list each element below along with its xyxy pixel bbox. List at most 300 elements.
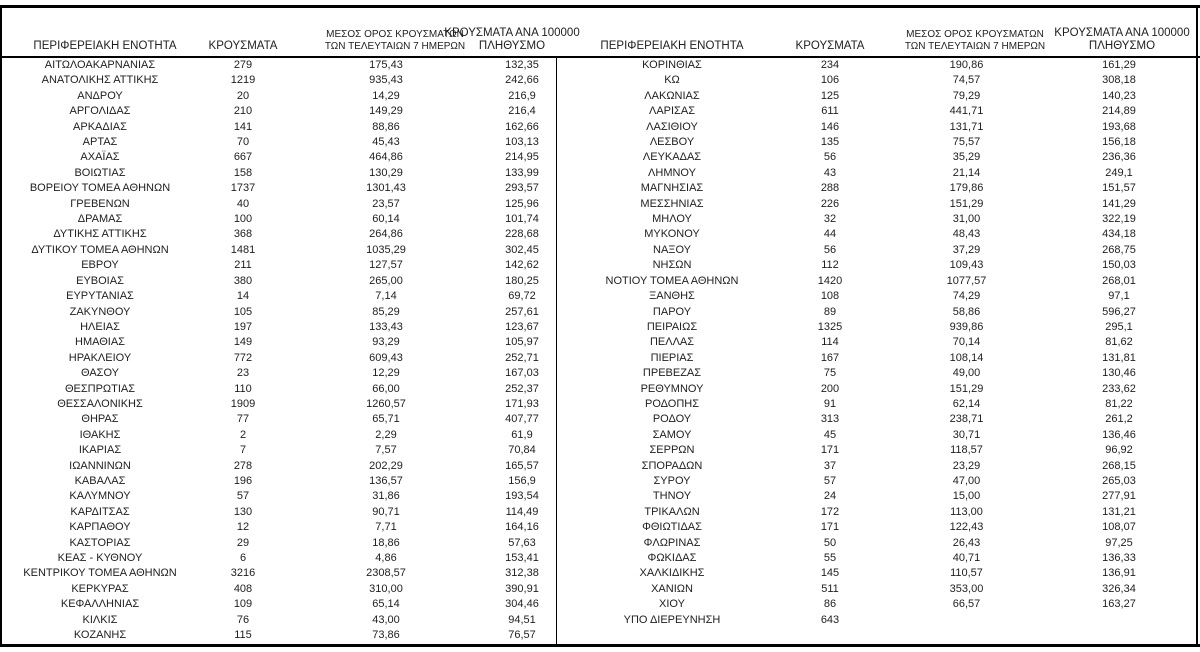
- avg7-cell: 15,00: [952, 490, 981, 503]
- table-row: [0, 58, 558, 73]
- per100k-cell: 125,96: [505, 197, 539, 210]
- table-row: [558, 505, 1179, 520]
- per100k-cell: 261,2: [1105, 413, 1133, 426]
- table-row: [0, 443, 558, 458]
- per100k-cell: 295,1: [1105, 320, 1133, 333]
- avg7-cell: 4,86: [375, 552, 397, 564]
- per100k-cell: 153,41: [505, 552, 539, 564]
- per100k-cell: 214,89: [1102, 105, 1136, 118]
- avg7-cell: 130,29: [369, 166, 403, 179]
- cases-cell: 86: [823, 598, 837, 611]
- cases-cell: 100: [233, 213, 253, 226]
- per100k-cell: 171,93: [505, 397, 539, 410]
- region-name-cell: ΚΑΡΔΙΤΣΑΣ: [70, 505, 130, 518]
- region-name-cell: ΑΡΤΑΣ: [82, 136, 118, 149]
- region-name-cell: ΕΥΒΟΙΑΣ: [76, 274, 124, 287]
- table-row: [558, 520, 1179, 535]
- region-name-cell: ΘΕΣΠΡΩΤΙΑΣ: [64, 382, 136, 395]
- avg7-header-line2: ΤΩΝ ΤΕΛΕΥΤΑΙΩΝ 7 ΗΜΕΡΩΝ: [904, 41, 1046, 52]
- avg7-cell: 35,29: [952, 151, 981, 164]
- cases-cell: 149: [233, 336, 253, 349]
- avg7-column-header: [905, 29, 1045, 53]
- per100k-cell: 61,9: [511, 428, 533, 441]
- avg7-cell: 109,43: [949, 259, 984, 272]
- avg7-cell: 149,29: [369, 105, 403, 118]
- per100k-cell: 97,1: [1108, 290, 1130, 303]
- cases-cell: 408: [233, 582, 253, 595]
- cases-cell: 511: [821, 582, 839, 595]
- per100k-cell: 81,62: [1105, 336, 1133, 349]
- region-name-cell: ΠΕΙΡΑΙΩΣ: [646, 320, 698, 333]
- avg7-cell: 179,86: [949, 182, 984, 195]
- table-row: [558, 613, 1179, 628]
- avg7-cell: 136,57: [369, 474, 403, 487]
- cases-cell: 23: [236, 367, 250, 380]
- table-row: [0, 582, 558, 597]
- avg7-cell: 118,57: [950, 444, 983, 457]
- per100k-cell: 193,54: [505, 490, 539, 503]
- region-name-cell: ΚΟΖΑΝΗΣ: [73, 629, 127, 642]
- cases-cell: 106: [820, 74, 840, 87]
- cases-cell: 211: [234, 259, 252, 272]
- region-name-cell: ΛΕΥΚΑΔΑΣ: [642, 151, 702, 164]
- avg7-cell: 175,43: [369, 59, 403, 71]
- avg7-cell: 14,29: [372, 89, 400, 102]
- region-name-cell: ΛΑΚΩΝΙΑΣ: [644, 89, 700, 102]
- per100k-cell: 596,27: [1102, 305, 1136, 318]
- cases-cell: 29: [236, 536, 250, 549]
- table-row: [0, 89, 558, 104]
- per100k-cell: 123,67: [505, 320, 539, 333]
- per100k-cell: 268,15: [1102, 459, 1136, 472]
- per100k-cell: 252,71: [505, 351, 539, 364]
- per100k-cell: 164,16: [505, 521, 539, 534]
- avg7-cell: 90,71: [372, 505, 400, 518]
- table-row: [0, 166, 558, 181]
- per100k-cell: 257,61: [505, 305, 539, 318]
- cases-cell: 288: [820, 182, 840, 195]
- cases-cell: 611: [821, 105, 839, 118]
- table-row: [558, 243, 1179, 258]
- cases-cell: 55: [823, 552, 837, 564]
- region-name-cell: ΛΑΡΙΣΑΣ: [648, 105, 695, 118]
- region-name-cell: ΕΒΡΟΥ: [81, 259, 119, 272]
- region-column-header: ΠΕΡΙΦΕΡΕΙΑΚΗ ΕΝΟΤΗΤΑ: [33, 40, 177, 52]
- avg7-cell: 18,86: [372, 536, 400, 549]
- table-row: [558, 443, 1179, 458]
- avg7-cell: 21,14: [952, 166, 981, 179]
- region-name-cell: ΣΥΡΟΥ: [653, 474, 691, 487]
- region-name-cell: ΚΑΒΑΛΑΣ: [74, 474, 126, 487]
- table-row: [0, 597, 558, 612]
- cases-cell: 1325: [817, 320, 843, 333]
- region-name-cell: ΚΙΛΚΙΣ: [82, 613, 118, 626]
- avg7-cell: 37,29: [952, 243, 981, 256]
- bottom-rule: [0, 644, 1200, 647]
- per100k-cell: 163,27: [1102, 598, 1136, 611]
- cases-cell: 7: [239, 444, 247, 457]
- table-row: [0, 243, 558, 258]
- avg7-cell: 464,86: [369, 151, 403, 164]
- cases-cell: 380: [233, 274, 253, 287]
- avg7-cell: 65,14: [372, 598, 400, 611]
- region-name-cell: ΘΑΣΟΥ: [80, 367, 120, 380]
- cases-cell: 110: [234, 382, 252, 395]
- region-name-cell: ΚΕΡΚΥΡΑΣ: [71, 582, 129, 595]
- per100k-column-header: [444, 27, 579, 53]
- avg7-cell: 7,71: [375, 521, 397, 534]
- per100k-cell: 228,68: [505, 228, 539, 241]
- regions-table-left: [0, 58, 558, 643]
- avg7-cell: 58,86: [952, 305, 981, 318]
- cases-cell: 70: [236, 136, 250, 149]
- table-row: [558, 474, 1179, 489]
- avg7-cell: 131,71: [949, 120, 984, 133]
- table-row: [0, 120, 558, 135]
- region-name-cell: ΔΥΤΙΚΟΥ ΤΟΜΕΑ ΑΘΗΝΩΝ: [31, 243, 169, 256]
- table-row: [558, 305, 1179, 320]
- region-name-cell: ΠΕΛΛΑΣ: [649, 336, 695, 349]
- regions-table-right: [558, 58, 1179, 628]
- per100k-cell: 216,4: [508, 105, 536, 118]
- per100k-cell: 103,13: [505, 136, 539, 149]
- cases-cell: 146: [820, 120, 840, 133]
- table-row: [558, 73, 1179, 88]
- cases-cell: 279: [233, 59, 253, 71]
- avg7-cell: 609,43: [369, 351, 403, 364]
- region-name-cell: ΘΗΡΑΣ: [81, 413, 119, 426]
- cases-cell: 125: [820, 89, 840, 102]
- per100k-cell: 308,18: [1102, 74, 1136, 87]
- cases-cell: 32: [823, 213, 837, 226]
- cases-cell: 1481: [230, 243, 256, 256]
- table-row: [558, 459, 1179, 474]
- avg7-cell: 2308,57: [366, 567, 406, 580]
- per100k-cell: 136,46: [1102, 428, 1136, 441]
- per100k-cell: 150,03: [1102, 259, 1136, 272]
- region-name-cell: ΔΥΤΙΚΗΣ ΑΤΤΙΚΗΣ: [53, 228, 147, 241]
- cases-cell: 109: [233, 598, 253, 611]
- avg7-cell: 1301,43: [366, 182, 406, 195]
- region-name-cell: ΚΑΣΤΟΡΙΑΣ: [69, 536, 131, 549]
- per100k-cell: 162,66: [505, 120, 539, 133]
- region-name-cell: ΜΕΣΣΗΝΙΑΣ: [640, 197, 704, 210]
- region-name-cell: ΗΜΑΘΙΑΣ: [75, 336, 125, 349]
- avg7-cell: 74,29: [952, 290, 981, 303]
- per100k-cell: 114,49: [505, 505, 539, 518]
- cases-cell: 112: [821, 259, 839, 272]
- avg7-cell: 110,57: [950, 567, 983, 580]
- per100k-cell: 302,45: [505, 243, 539, 256]
- avg7-cell: 939,86: [949, 320, 984, 333]
- avg7-cell: 935,43: [369, 74, 403, 87]
- per100k-cell: 142,62: [505, 259, 539, 272]
- table-row: [0, 412, 558, 427]
- cases-cell: 197: [233, 320, 253, 333]
- table-row: [558, 320, 1179, 335]
- avg7-cell: 73,86: [372, 629, 400, 642]
- region-name-cell: ΕΥΡΥΤΑΝΙΑΣ: [66, 290, 134, 303]
- per100k-cell: 236,36: [1102, 151, 1136, 164]
- table-row: [558, 104, 1179, 119]
- region-name-cell: ΠΑΡΟΥ: [652, 305, 692, 318]
- cases-cell: 171: [820, 444, 840, 457]
- region-name-cell: ΑΝΑΤΟΛΙΚΗΣ ΑΤΤΙΚΗΣ: [41, 74, 159, 87]
- region-name-cell: ΤΡΙΚΑΛΩΝ: [644, 505, 700, 518]
- per100k-cell: 434,18: [1102, 228, 1136, 241]
- avg7-cell: 12,29: [372, 367, 400, 380]
- table-row: [0, 551, 558, 566]
- table-row: [0, 181, 558, 196]
- per100k-cell: 193,68: [1102, 120, 1136, 133]
- table-row: [0, 258, 558, 273]
- avg7-cell: 23,29: [952, 459, 981, 472]
- per100k-cell: 249,1: [1105, 166, 1133, 179]
- per100k-cell: 312,38: [505, 567, 539, 580]
- cases-cell: 1737: [230, 182, 256, 195]
- region-name-cell: ΚΑΛΥΜΝΟΥ: [69, 490, 131, 503]
- per100k-cell: 167,03: [505, 367, 539, 380]
- table-row: [558, 397, 1179, 412]
- cases-cell: 56: [823, 243, 837, 256]
- per100k-cell: 136,91: [1102, 567, 1136, 580]
- avg7-cell: 1077,57: [946, 274, 987, 287]
- table-row: [0, 274, 558, 289]
- per100k-cell: 81,22: [1105, 397, 1133, 410]
- per100k-cell: 131,21: [1102, 505, 1136, 518]
- region-name-cell: ΦΘΙΩΤΙΔΑΣ: [642, 521, 702, 534]
- table-row: [0, 505, 558, 520]
- cases-cell: 643: [820, 613, 840, 626]
- per100k-cell: 97,25: [1105, 536, 1133, 549]
- table-row: [0, 289, 558, 304]
- per100k-cell: 76,57: [508, 629, 536, 642]
- avg7-cell: 30,71: [952, 428, 981, 441]
- cases-cell: 158: [233, 166, 253, 179]
- region-name-cell: ΛΕΣΒΟΥ: [649, 136, 695, 149]
- table-row: [0, 459, 558, 474]
- cases-cell: 772: [233, 351, 253, 364]
- cases-cell: 44: [823, 228, 837, 241]
- region-name-cell: ΚΩ: [664, 74, 680, 87]
- per100k-header-line2: ΠΛΗΘΥΣΜΟ: [1088, 40, 1156, 52]
- cases-cell: 56: [823, 151, 837, 164]
- table-row: [558, 89, 1179, 104]
- cases-cell: 45: [823, 428, 837, 441]
- table-row: [558, 428, 1179, 443]
- table-row: [0, 382, 558, 397]
- table-row: [558, 351, 1179, 366]
- region-name-cell: ΑΧΑΪΑΣ: [80, 151, 120, 164]
- per100k-header-line1: ΚΡΟΥΣΜΑΤΑ ΑΝΑ 100000: [444, 27, 580, 39]
- avg7-cell: 79,29: [952, 89, 981, 102]
- cases-cell: 171: [820, 521, 840, 534]
- region-name-cell: ΡΟΔΟΥ: [652, 413, 692, 426]
- cases-cell: 77: [236, 413, 250, 426]
- cases-cell: 57: [236, 490, 250, 503]
- cases-cell: 115: [234, 629, 252, 642]
- cases-cell: 3216: [230, 567, 256, 580]
- per100k-cell: 140,23: [1102, 89, 1136, 102]
- avg7-cell: 65,71: [372, 413, 400, 426]
- avg7-cell: 353,00: [949, 582, 984, 595]
- cases-cell: 76: [236, 613, 250, 626]
- per100k-cell: 96,92: [1105, 444, 1133, 457]
- region-name-cell: ΧΑΛΚΙΔΙΚΗΣ: [639, 567, 705, 580]
- table-row: [558, 135, 1179, 150]
- avg7-cell: 133,43: [369, 320, 403, 333]
- avg7-cell: 108,14: [949, 351, 984, 364]
- table-row: [0, 305, 558, 320]
- per100k-cell: 268,75: [1102, 243, 1136, 256]
- region-name-cell: ΦΩΚΙΔΑΣ: [647, 552, 697, 564]
- region-name-cell: ΙΘΑΚΗΣ: [79, 428, 121, 441]
- cases-cell: 1420: [817, 274, 843, 287]
- cases-cell: 6: [239, 552, 247, 564]
- region-name-cell: ΗΡΑΚΛΕΙΟΥ: [68, 351, 132, 364]
- per100k-header-line1: ΚΡΟΥΣΜΑΤΑ ΑΝΑ 100000: [1054, 27, 1190, 39]
- avg7-cell: 2,29: [375, 428, 397, 441]
- cases-cell: 278: [233, 459, 253, 472]
- table-row: [558, 489, 1179, 504]
- cases-cell: 210: [233, 105, 253, 118]
- avg7-cell: 47,00: [952, 474, 981, 487]
- per100k-cell: 268,01: [1102, 274, 1136, 287]
- region-name-cell: ΑΙΤΩΛΟΑΚΑΡΝΑΝΙΑΣ: [44, 59, 156, 71]
- table-row: [558, 227, 1179, 242]
- right-border-line: [1196, 5, 1198, 647]
- region-name-cell: ΣΑΜΟΥ: [652, 428, 692, 441]
- per100k-cell: 136,33: [1102, 552, 1136, 564]
- cases-cell: 57: [823, 474, 837, 487]
- region-name-cell: ΓΡΕΒΕΝΩΝ: [70, 197, 130, 210]
- per100k-cell: 252,37: [505, 382, 539, 395]
- region-name-cell: ΜΥΚΟΝΟΥ: [644, 228, 700, 241]
- cases-cell: 12: [236, 521, 250, 534]
- cases-column-header: ΚΡΟΥΣΜΑΤΑ: [795, 40, 865, 52]
- cases-cell: 91: [823, 397, 837, 410]
- table-row: [0, 489, 558, 504]
- header-row: [0, 8, 1200, 56]
- cases-cell: 108: [820, 290, 840, 303]
- region-name-cell: ΚΕΦΑΛΛΗΝΙΑΣ: [60, 598, 140, 611]
- per100k-cell: 216,9: [508, 89, 536, 102]
- cases-cell: 200: [820, 382, 840, 395]
- region-name-cell: ΚΑΡΠΑΘΟΥ: [69, 521, 131, 534]
- per100k-cell: 165,57: [505, 459, 539, 472]
- per100k-cell: 151,57: [1102, 182, 1136, 195]
- table-row: [558, 120, 1179, 135]
- avg7-cell: 85,29: [372, 305, 400, 318]
- per100k-cell: 322,19: [1102, 213, 1136, 226]
- per100k-header-line2: ΠΛΗΘΥΣΜΟ: [478, 40, 546, 52]
- table-row: [558, 58, 1179, 73]
- table-row: [558, 366, 1179, 381]
- cases-cell: 105: [233, 305, 253, 318]
- table-row: [0, 536, 558, 551]
- cases-cell: 135: [820, 136, 840, 149]
- per100k-cell: 131,81: [1102, 351, 1136, 364]
- cases-cell: 196: [233, 474, 253, 487]
- cases-cell: 234: [820, 59, 840, 71]
- table-row: [558, 212, 1179, 227]
- table-row: [0, 397, 558, 412]
- region-name-cell: ΧΑΝΙΩΝ: [651, 582, 693, 595]
- avg7-cell: 310,00: [369, 582, 403, 595]
- region-name-cell: ΝΑΞΟΥ: [653, 243, 691, 256]
- per100k-cell: [1059, 613, 1179, 628]
- per100k-cell: 132,35: [505, 59, 539, 71]
- avg7-cell: 66,00: [372, 382, 400, 395]
- avg7-cell: 202,29: [369, 459, 403, 472]
- per100k-cell: 57,63: [508, 536, 536, 549]
- avg7-cell: 60,14: [372, 213, 400, 226]
- avg7-cell: 74,57: [952, 74, 981, 87]
- table-row: [558, 382, 1179, 397]
- cases-cell: 43: [823, 166, 837, 179]
- table-row: [0, 135, 558, 150]
- cases-cell: 368: [233, 228, 253, 241]
- cases-cell: 2: [239, 428, 247, 441]
- region-name-cell: ΛΑΣΙΘΙΟΥ: [646, 120, 698, 133]
- avg7-cell: 122,43: [949, 521, 984, 534]
- per100k-cell: 293,57: [505, 182, 539, 195]
- cases-cell: 667: [233, 151, 253, 164]
- cases-cell: 1219: [230, 74, 256, 87]
- avg7-cell: [874, 613, 1059, 628]
- cases-cell: 37: [823, 459, 837, 472]
- cases-cell: 141: [233, 120, 253, 133]
- avg7-header-line1: ΜΕΣΟΣ ΟΡΟΣ ΚΡΟΥΣΜΑΤΩΝ: [326, 29, 464, 40]
- per100k-cell: 141,29: [1102, 197, 1136, 210]
- region-name-cell: ΝΟΤΙΟΥ ΤΟΜΕΑ ΑΘΗΝΩΝ: [605, 274, 739, 287]
- table-row: [0, 150, 558, 165]
- per100k-cell: 130,46: [1102, 367, 1136, 380]
- avg7-cell: 151,29: [949, 197, 984, 210]
- table-row: [558, 274, 1179, 289]
- table-row: [0, 227, 558, 242]
- avg7-cell: 7,14: [375, 290, 397, 303]
- avg7-cell: 43,00: [372, 613, 400, 626]
- avg7-cell: 1035,29: [366, 243, 406, 256]
- avg7-cell: 113,00: [950, 505, 983, 518]
- table-row: [558, 566, 1179, 581]
- cases-cell: 167: [820, 351, 840, 364]
- table-row: [0, 566, 558, 581]
- per100k-cell: 265,03: [1102, 474, 1136, 487]
- avg7-cell: 93,29: [372, 336, 400, 349]
- region-name-cell: ΣΕΡΡΩΝ: [649, 444, 695, 457]
- region-name-cell: ΝΗΣΩΝ: [652, 259, 692, 272]
- region-name-cell: ΑΝΔΡΟΥ: [77, 89, 123, 102]
- avg7-cell: 88,86: [372, 120, 400, 133]
- region-name-cell: ΣΠΟΡΑΔΩΝ: [641, 459, 703, 472]
- per100k-cell: 70,84: [508, 444, 536, 457]
- table-row: [558, 582, 1179, 597]
- table-row: [558, 289, 1179, 304]
- avg7-cell: 49,00: [952, 367, 981, 380]
- region-name-cell: ΒΟΡΕΙΟΥ ΤΟΜΕΑ ΑΘΗΝΩΝ: [29, 182, 171, 195]
- table-row: [558, 150, 1179, 165]
- region-name-cell: ΑΡΚΑΔΙΑΣ: [73, 120, 127, 133]
- avg7-cell: 23,57: [372, 197, 400, 210]
- per100k-cell: 326,34: [1102, 582, 1136, 595]
- avg7-cell: 75,57: [952, 136, 981, 149]
- region-name-cell: ΧΙΟΥ: [659, 598, 685, 611]
- per100k-cell: 180,25: [505, 274, 539, 287]
- per100k-cell: 108,07: [1102, 521, 1136, 534]
- per100k-cell: 407,77: [505, 413, 539, 426]
